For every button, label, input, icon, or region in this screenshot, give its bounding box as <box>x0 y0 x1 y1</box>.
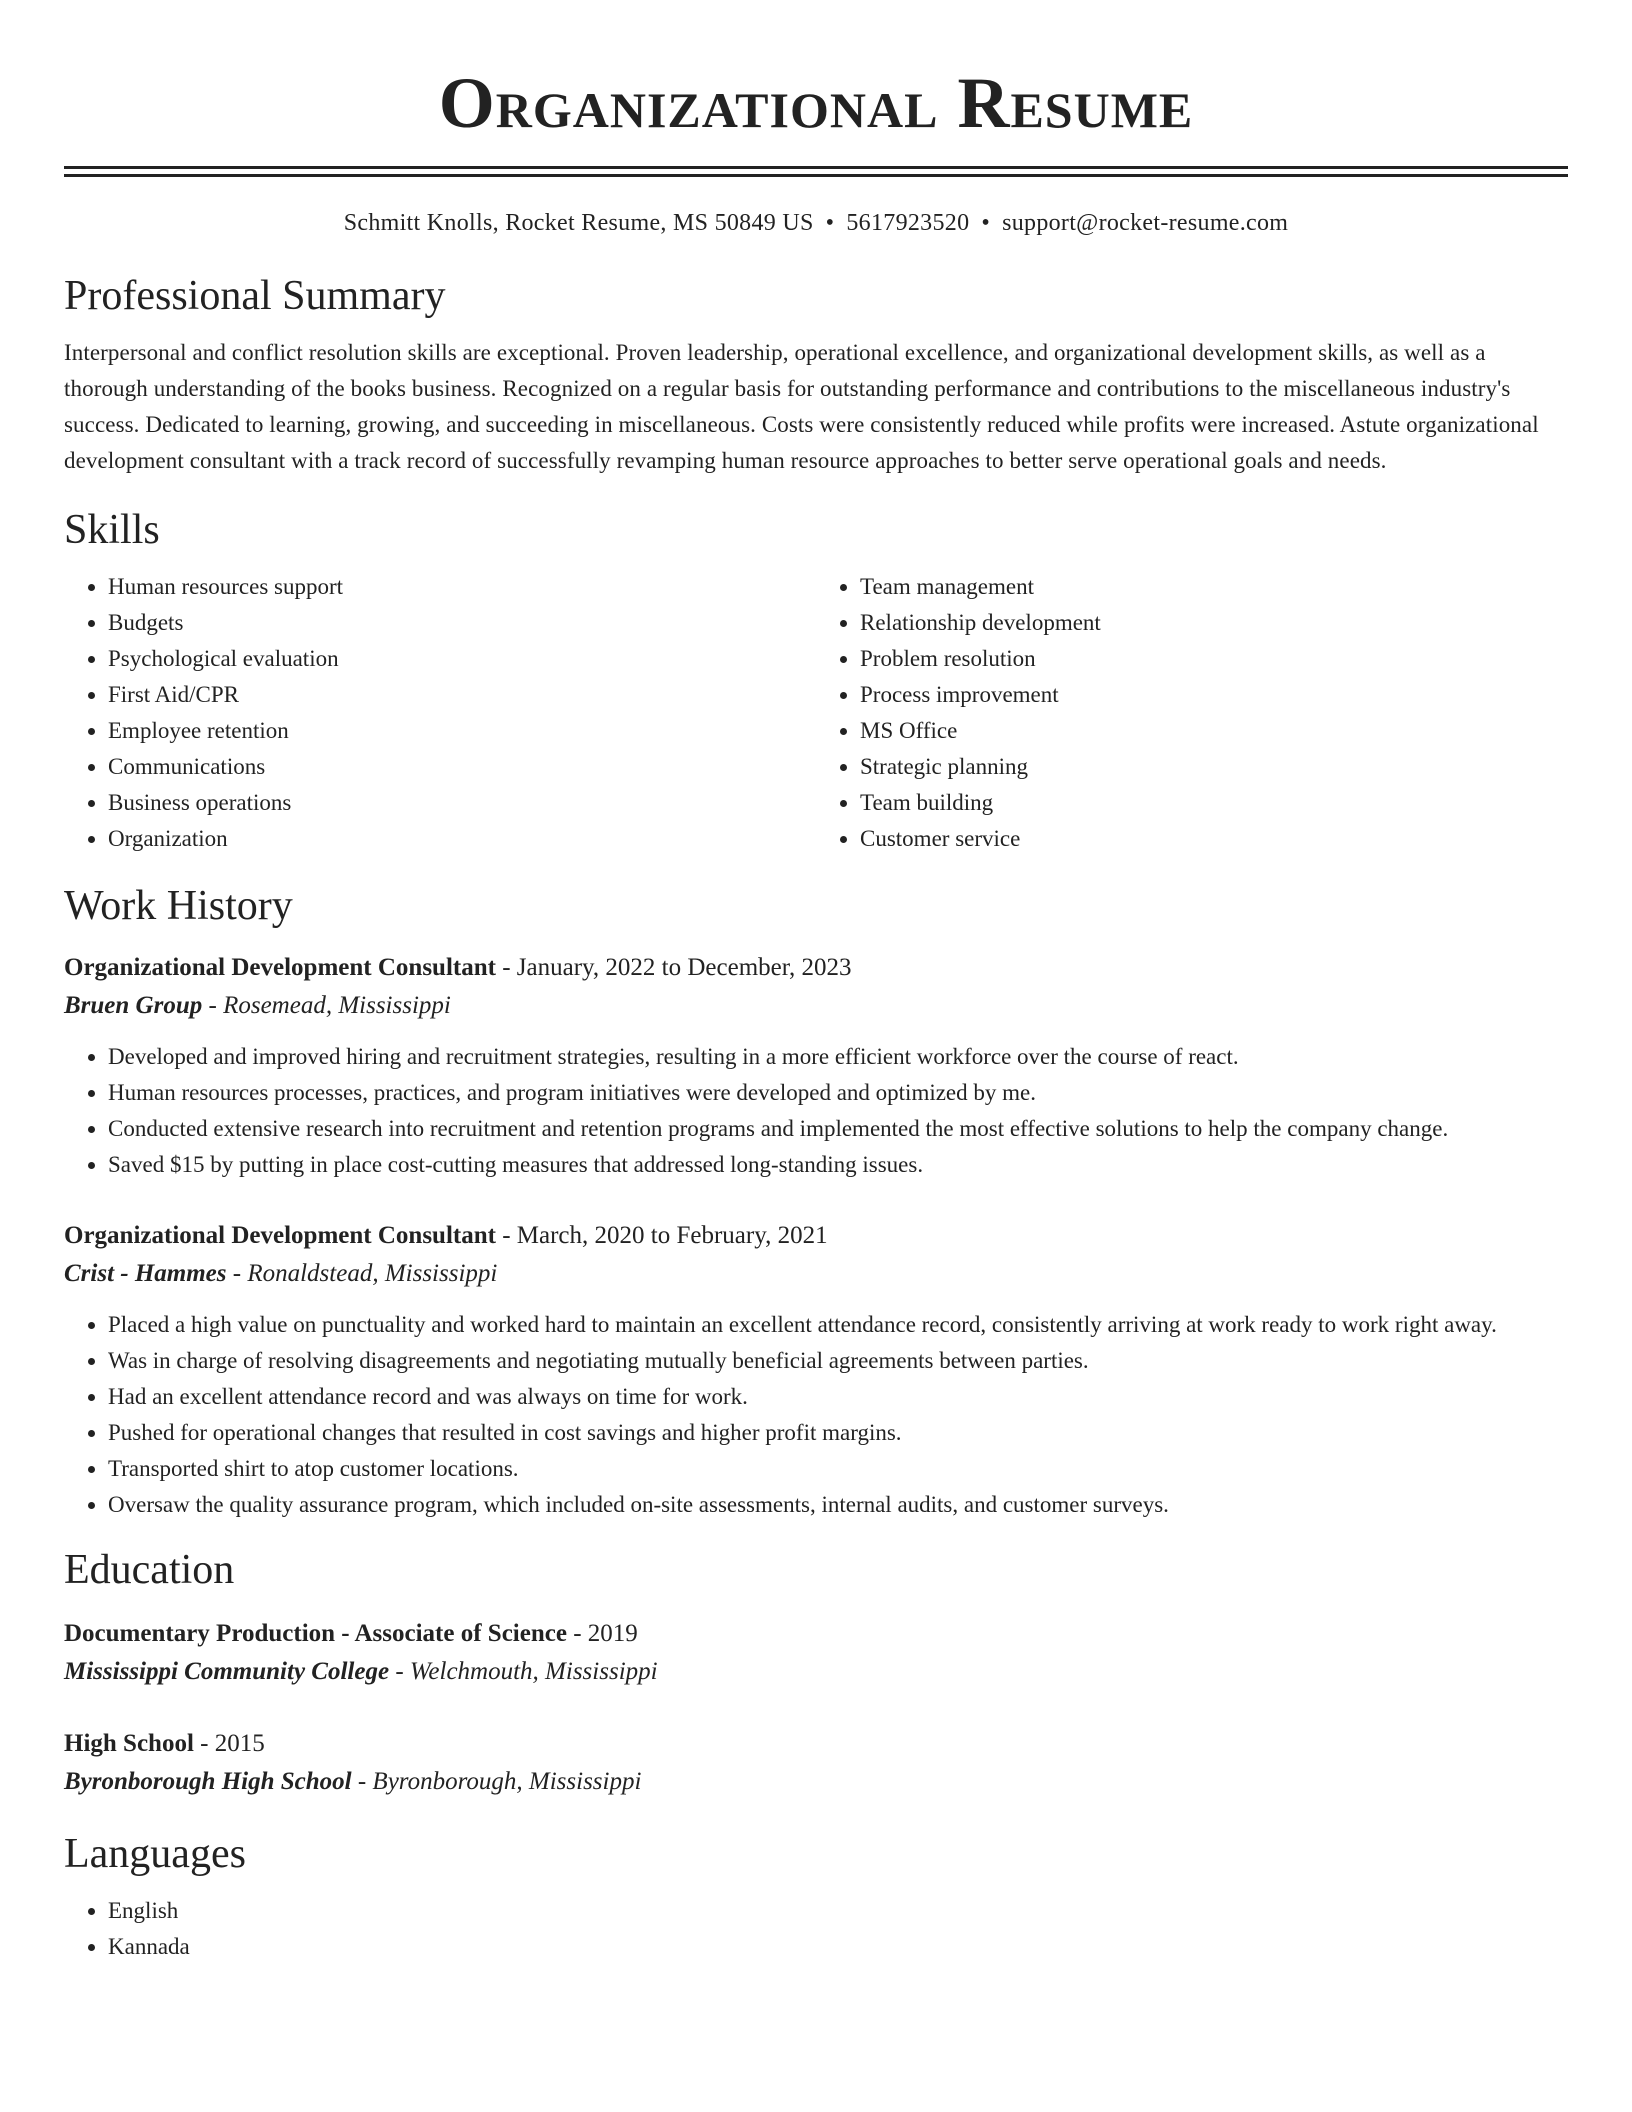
job-bullet: • Saved $15 by putting in place cost-cutting measures that addressed long-standing issues. <box>108 1147 1568 1183</box>
education-degree: Documentary Production - Associate of Science <box>64 1620 567 1647</box>
contact-line <box>64 207 1568 239</box>
job-bullets <box>64 1307 1568 1523</box>
job-bullet: • Was in charge of resolving disagreements and negotiating mutually beneficial agreements between parties. <box>108 1343 1568 1379</box>
education-location: - Byronborough, Mississippi <box>351 1768 642 1795</box>
skills-columns <box>64 569 1568 857</box>
job-bullet: • Transported shirt to atop customer locations. <box>108 1451 1568 1487</box>
contact-phone: 5617923520 <box>846 210 970 236</box>
job-bullets <box>64 1039 1568 1183</box>
job-location: - Ronaldstead, Mississippi <box>226 1260 498 1287</box>
education-year: - 2019 <box>566 1620 638 1647</box>
education-location: - Welchmouth, Mississippi <box>389 1658 658 1685</box>
job-company-line <box>64 1255 1568 1293</box>
education-school-line <box>64 1763 1568 1801</box>
language-item: • Kannada <box>108 1929 1568 1965</box>
languages-list <box>64 1893 1568 1965</box>
contact-separator: • <box>825 210 835 236</box>
section-heading-languages: Languages <box>64 1831 246 1877</box>
skills-list-left <box>64 569 816 857</box>
skill-item: • Strategic planning <box>860 749 1568 785</box>
skill-item: • MS Office <box>860 713 1568 749</box>
education-degree-line <box>64 1725 1568 1763</box>
skill-item: • Team building <box>860 785 1568 821</box>
skill-item: • Psychological evaluation <box>108 641 816 677</box>
job-title-line <box>64 1217 1568 1255</box>
job-entry <box>64 949 1568 1183</box>
skill-item: • Communications <box>108 749 816 785</box>
job-company-line <box>64 987 1568 1025</box>
section-heading-summary: Professional Summary <box>64 273 446 319</box>
education-degree: High School <box>64 1730 194 1757</box>
job-bullet: • Human resources processes, practices, and program initiatives were developed and optimized by me. <box>108 1075 1568 1111</box>
job-dates: - March, 2020 to February, 2021 <box>495 1222 828 1249</box>
skill-item: • Customer service <box>860 821 1568 857</box>
skill-item: • First Aid/CPR <box>108 677 816 713</box>
section-heading-skills: Skills <box>64 507 160 553</box>
job-title: Organizational Development Consultant <box>64 954 496 981</box>
section-heading-education: Education <box>64 1547 235 1593</box>
job-location: - Rosemead, Mississippi <box>202 992 451 1019</box>
skill-item: • Relationship development <box>860 605 1568 641</box>
job-bullet: • Pushed for operational changes that resulted in cost savings and higher profit margins. <box>108 1415 1568 1451</box>
education-school: Mississippi Community College <box>64 1658 390 1685</box>
skill-item: • Organization <box>108 821 816 857</box>
education-degree-line <box>64 1615 1568 1653</box>
skill-item: • Process improvement <box>860 677 1568 713</box>
job-bullet: • Oversaw the quality assurance program, which included on-site assessments, internal audits, and customer surveys. <box>108 1487 1568 1523</box>
contact-separator: • <box>981 210 991 236</box>
contact-email: support@rocket-resume.com <box>1002 210 1289 236</box>
job-bullet: • Placed a high value on punctuality and worked hard to maintain an excellent attendance record, consistently arriving at work ready to work right away. <box>108 1307 1568 1343</box>
education-school: Byronborough High School <box>64 1768 352 1795</box>
job-bullet: • Conducted extensive research into recruitment and retention programs and implemented the most effective solutions to help the company change. <box>108 1111 1568 1147</box>
resume-page <box>64 0 1568 1965</box>
skill-item: • Employee retention <box>108 713 816 749</box>
education-entry <box>64 1615 1568 1691</box>
resume-title: Organizational Resume <box>438 63 1194 143</box>
job-title-line <box>64 949 1568 987</box>
job-entry <box>64 1217 1568 1523</box>
section-heading-work-history: Work History <box>64 883 293 929</box>
education-school-line <box>64 1653 1568 1691</box>
skills-list-right <box>816 569 1568 857</box>
skill-item: • Team management <box>860 569 1568 605</box>
job-company: Crist - Hammes <box>64 1260 227 1287</box>
education-entry <box>64 1725 1568 1801</box>
job-bullet: • Developed and improved hiring and recruitment strategies, resulting in a more efficient workforce over the course of react. <box>108 1039 1568 1075</box>
education-year: - 2015 <box>193 1730 265 1757</box>
language-item: • English <box>108 1893 1568 1929</box>
title-divider-top <box>64 166 1568 169</box>
job-title: Organizational Development Consultant <box>64 1222 496 1249</box>
skill-item: • Human resources support <box>108 569 816 605</box>
job-dates: - January, 2022 to December, 2023 <box>495 954 852 981</box>
contact-address: Schmitt Knolls, Rocket Resume, MS 50849 US <box>343 210 814 236</box>
job-bullet: • Had an excellent attendance record and was always on time for work. <box>108 1379 1568 1415</box>
summary-text: Interpersonal and conflict resolution skills are exceptional. Proven leadership, operational excellence, and organizational development skills, as well as a thorough understanding of the books business. Recognized on a regular basis for outstanding performance and contributions to the miscellaneous industry's success. Dedicated to learning, growing, and succeeding in miscellaneous. Costs were consistently reduced while profits were increased. Astute organizational development consultant with a track record of successfully revamping human resource approaches to better serve operational goals and needs. <box>64 340 1539 473</box>
title-divider-bottom <box>64 174 1568 177</box>
skill-item: • Problem resolution <box>860 641 1568 677</box>
job-company: Bruen Group <box>64 992 203 1019</box>
skill-item: • Business operations <box>108 785 816 821</box>
skill-item: • Budgets <box>108 605 816 641</box>
